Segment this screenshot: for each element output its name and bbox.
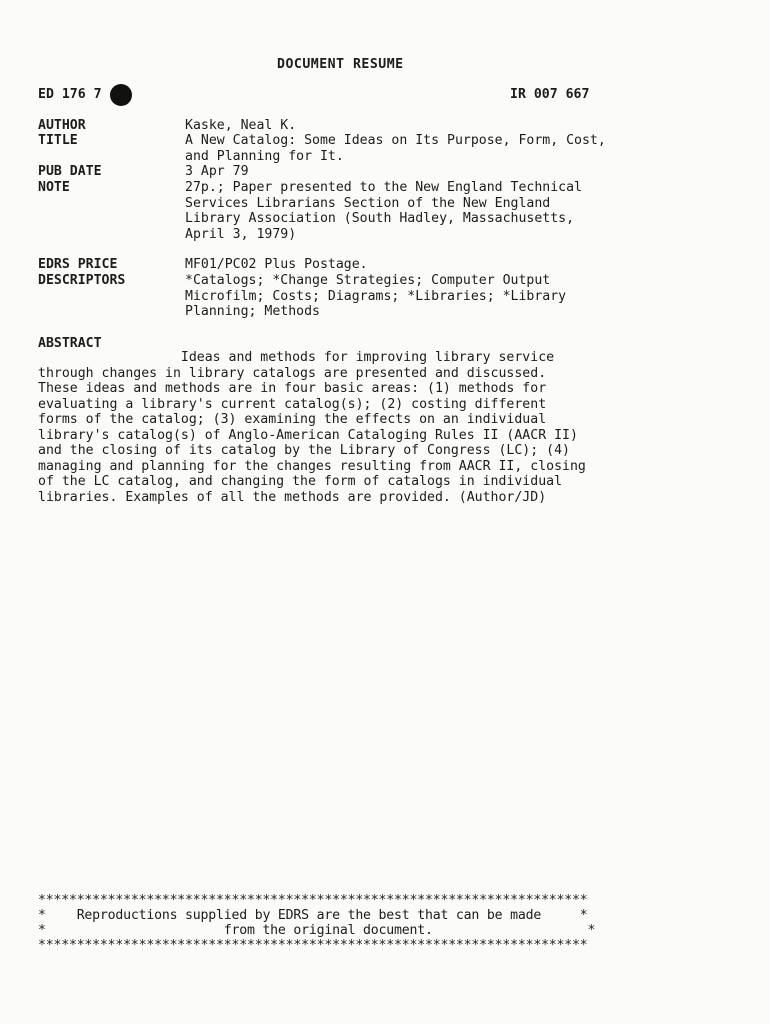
ed-number: ED 176 7 (38, 87, 102, 102)
abstract-text (38, 350, 738, 505)
ink-blot (110, 84, 132, 106)
abstract-line: libraries. Examples of all the methods are provided. (Author/JD) (38, 489, 547, 505)
field-value-line: Planning; Methods (185, 304, 320, 319)
footer-stars-bottom: *********************************************************************** (38, 938, 588, 953)
field-label: TITLE (38, 133, 78, 148)
document-title: DOCUMENT RESUME (277, 57, 404, 72)
field-label: NOTE (38, 180, 70, 195)
field-label: PUB DATE (38, 164, 102, 179)
field-value-line: A New Catalog: Some Ideas on Its Purpose, Form, Cost, (185, 133, 606, 148)
field-label: DESCRIPTORS (38, 273, 126, 288)
field-value-line: 27p.; Paper presented to the New England Technical (185, 180, 582, 195)
field-value-line: MF01/PC02 Plus Postage. (185, 257, 368, 272)
footer-notice-line-2: * from the original document. * (38, 923, 596, 938)
footer-stars-top: *********************************************************************** (38, 893, 588, 908)
field-value-line: 3 Apr 79 (185, 164, 249, 179)
field-value-line: *Catalogs; *Change Strategies; Computer Output (185, 273, 551, 288)
abstract-line: through changes in library catalogs are presented and discussed. (38, 365, 547, 381)
field-value-line: Services Librarians Section of the New England (185, 195, 551, 211)
field-value-line: and Planning for It. (185, 148, 344, 164)
field-value-line: Kaske, Neal K. (185, 118, 297, 133)
abstract-line: library's catalog(s) of Anglo-American Cataloging Rules II (AACR II) (38, 427, 578, 443)
footer-notice-line-1: * Reproductions supplied by EDRS are the best that can be made * (38, 908, 588, 923)
abstract-line: and the closing of its catalog by the Library of Congress (LC); (4) (38, 443, 570, 458)
abstract-line: evaluating a library's current catalog(s); (2) costing different (38, 396, 547, 412)
abstract-line: of the LC catalog, and changing the form of catalogs in individual (38, 474, 563, 489)
abstract-line: forms of the catalog; (3) examining the effects on an individual (38, 412, 547, 427)
abstract-label: ABSTRACT (38, 336, 102, 351)
abstract-line: Ideas and methods for improving library service (38, 350, 555, 365)
field-value-line: Library Association (South Hadley, Massachusetts, (185, 211, 575, 226)
abstract-line: managing and planning for the changes resulting from AACR II, closing (38, 458, 586, 474)
field-label: AUTHOR (38, 118, 86, 133)
abstract-line: These ideas and methods are in four basic areas: (1) methods for (38, 381, 547, 396)
field-label: EDRS PRICE (38, 257, 118, 272)
field-value-line: April 3, 1979) (185, 226, 297, 242)
ir-number: IR 007 667 (510, 87, 590, 102)
field-value-line: Microfilm; Costs; Diagrams; *Libraries; *Library (185, 288, 567, 304)
